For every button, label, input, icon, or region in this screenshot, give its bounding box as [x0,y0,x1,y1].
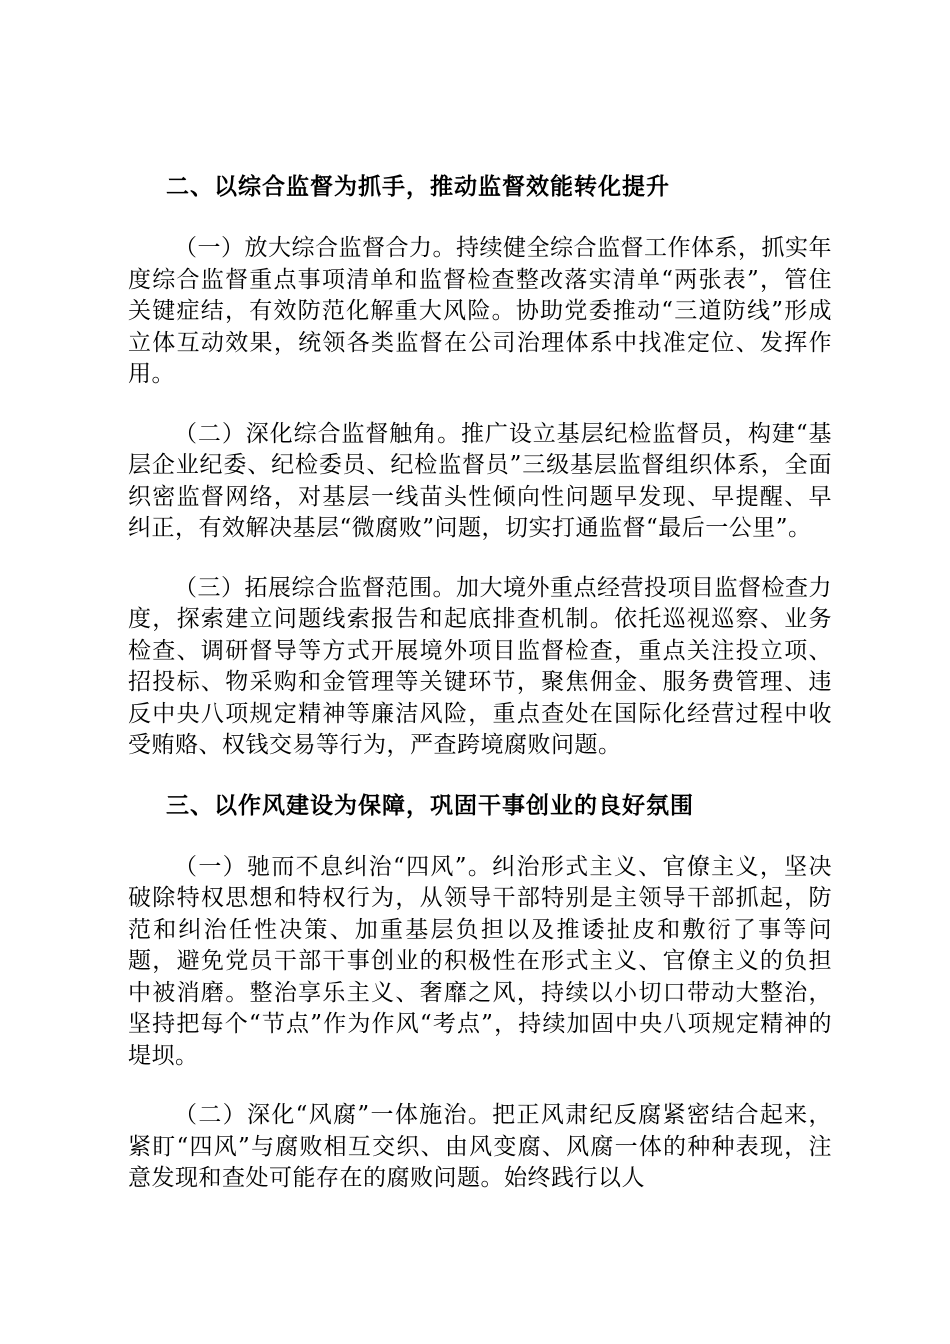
section-heading-2: 二、以综合监督为抓手，推动监督效能转化提升 [166,174,670,200]
section-2-paragraph-2: （二）深化综合监督触角。推广设立基层纪检监督员，构建“基层企业纪委、纪检委员、纪检监督员”三级基层监督组织体系，全面织密监督网络，对基层一线苗头性倾向性问题早发现、早提醒、早纠正，有效解决基层“微腐败”问题，切实打通监督“最后一公里”。 [128,420,832,541]
document-body [128,171,832,1195]
section-2-paragraph-1: （一）放大综合监督合力。持续健全综合监督工作体系，抓实年度综合监督重点事项清单和监督检查整改落实清单“两张表”，管住关键症结，有效防范化解重大风险。协助党委推动“三道防线”形成立体互动效果，统领各类监督在公司治理体系中找准定位、发挥作用。 [128,235,832,387]
section-3-paragraph-1: （一）驰而不息纠治“四风”。纠治形式主义、官僚主义，坚决破除特权思想和特权行为，从领导干部特别是主领导干部抓起，防范和纠治任性决策、加重基层负担以及推诿扯皮和敷衍了事等问题，避免党员干部干事创业的积极性在形式主义、官僚主义的负担中被消磨。整治享乐主义、奢靡之风，持续以小切口带动大整治，坚持把每个“节点”作为作风“考点”，持续加固中央八项规定精神的堤坝。 [128,853,832,1069]
section-2-paragraph-3: （三）拓展综合监督范围。加大境外重点经营投项目监督检查力度，探索建立问题线索报告和起底排查机制。依托巡视巡察、业务检查、调研督导等方式开展境外项目监督检查，重点关注投立项、招投标、物采购和金管理等关键环节，聚焦佣金、服务费管理、违反中央八项规定精神等廉洁风险，重点查处在国际化经营过程中收受贿赂、权钱交易等行为，严查跨境腐败问题。 [128,574,832,758]
section-3-paragraph-2: （二）深化“风腐”一体施治。把正风肃纪反腐紧密结合起来，紧盯“四风”与腐败相互交织、由风变腐、风腐一体的种种表现，注意发现和查处可能存在的腐败问题。始终践行以人 [128,1102,832,1191]
section-heading-3: 三、以作风建设为保障，巩固干事创业的良好氛围 [166,792,694,819]
